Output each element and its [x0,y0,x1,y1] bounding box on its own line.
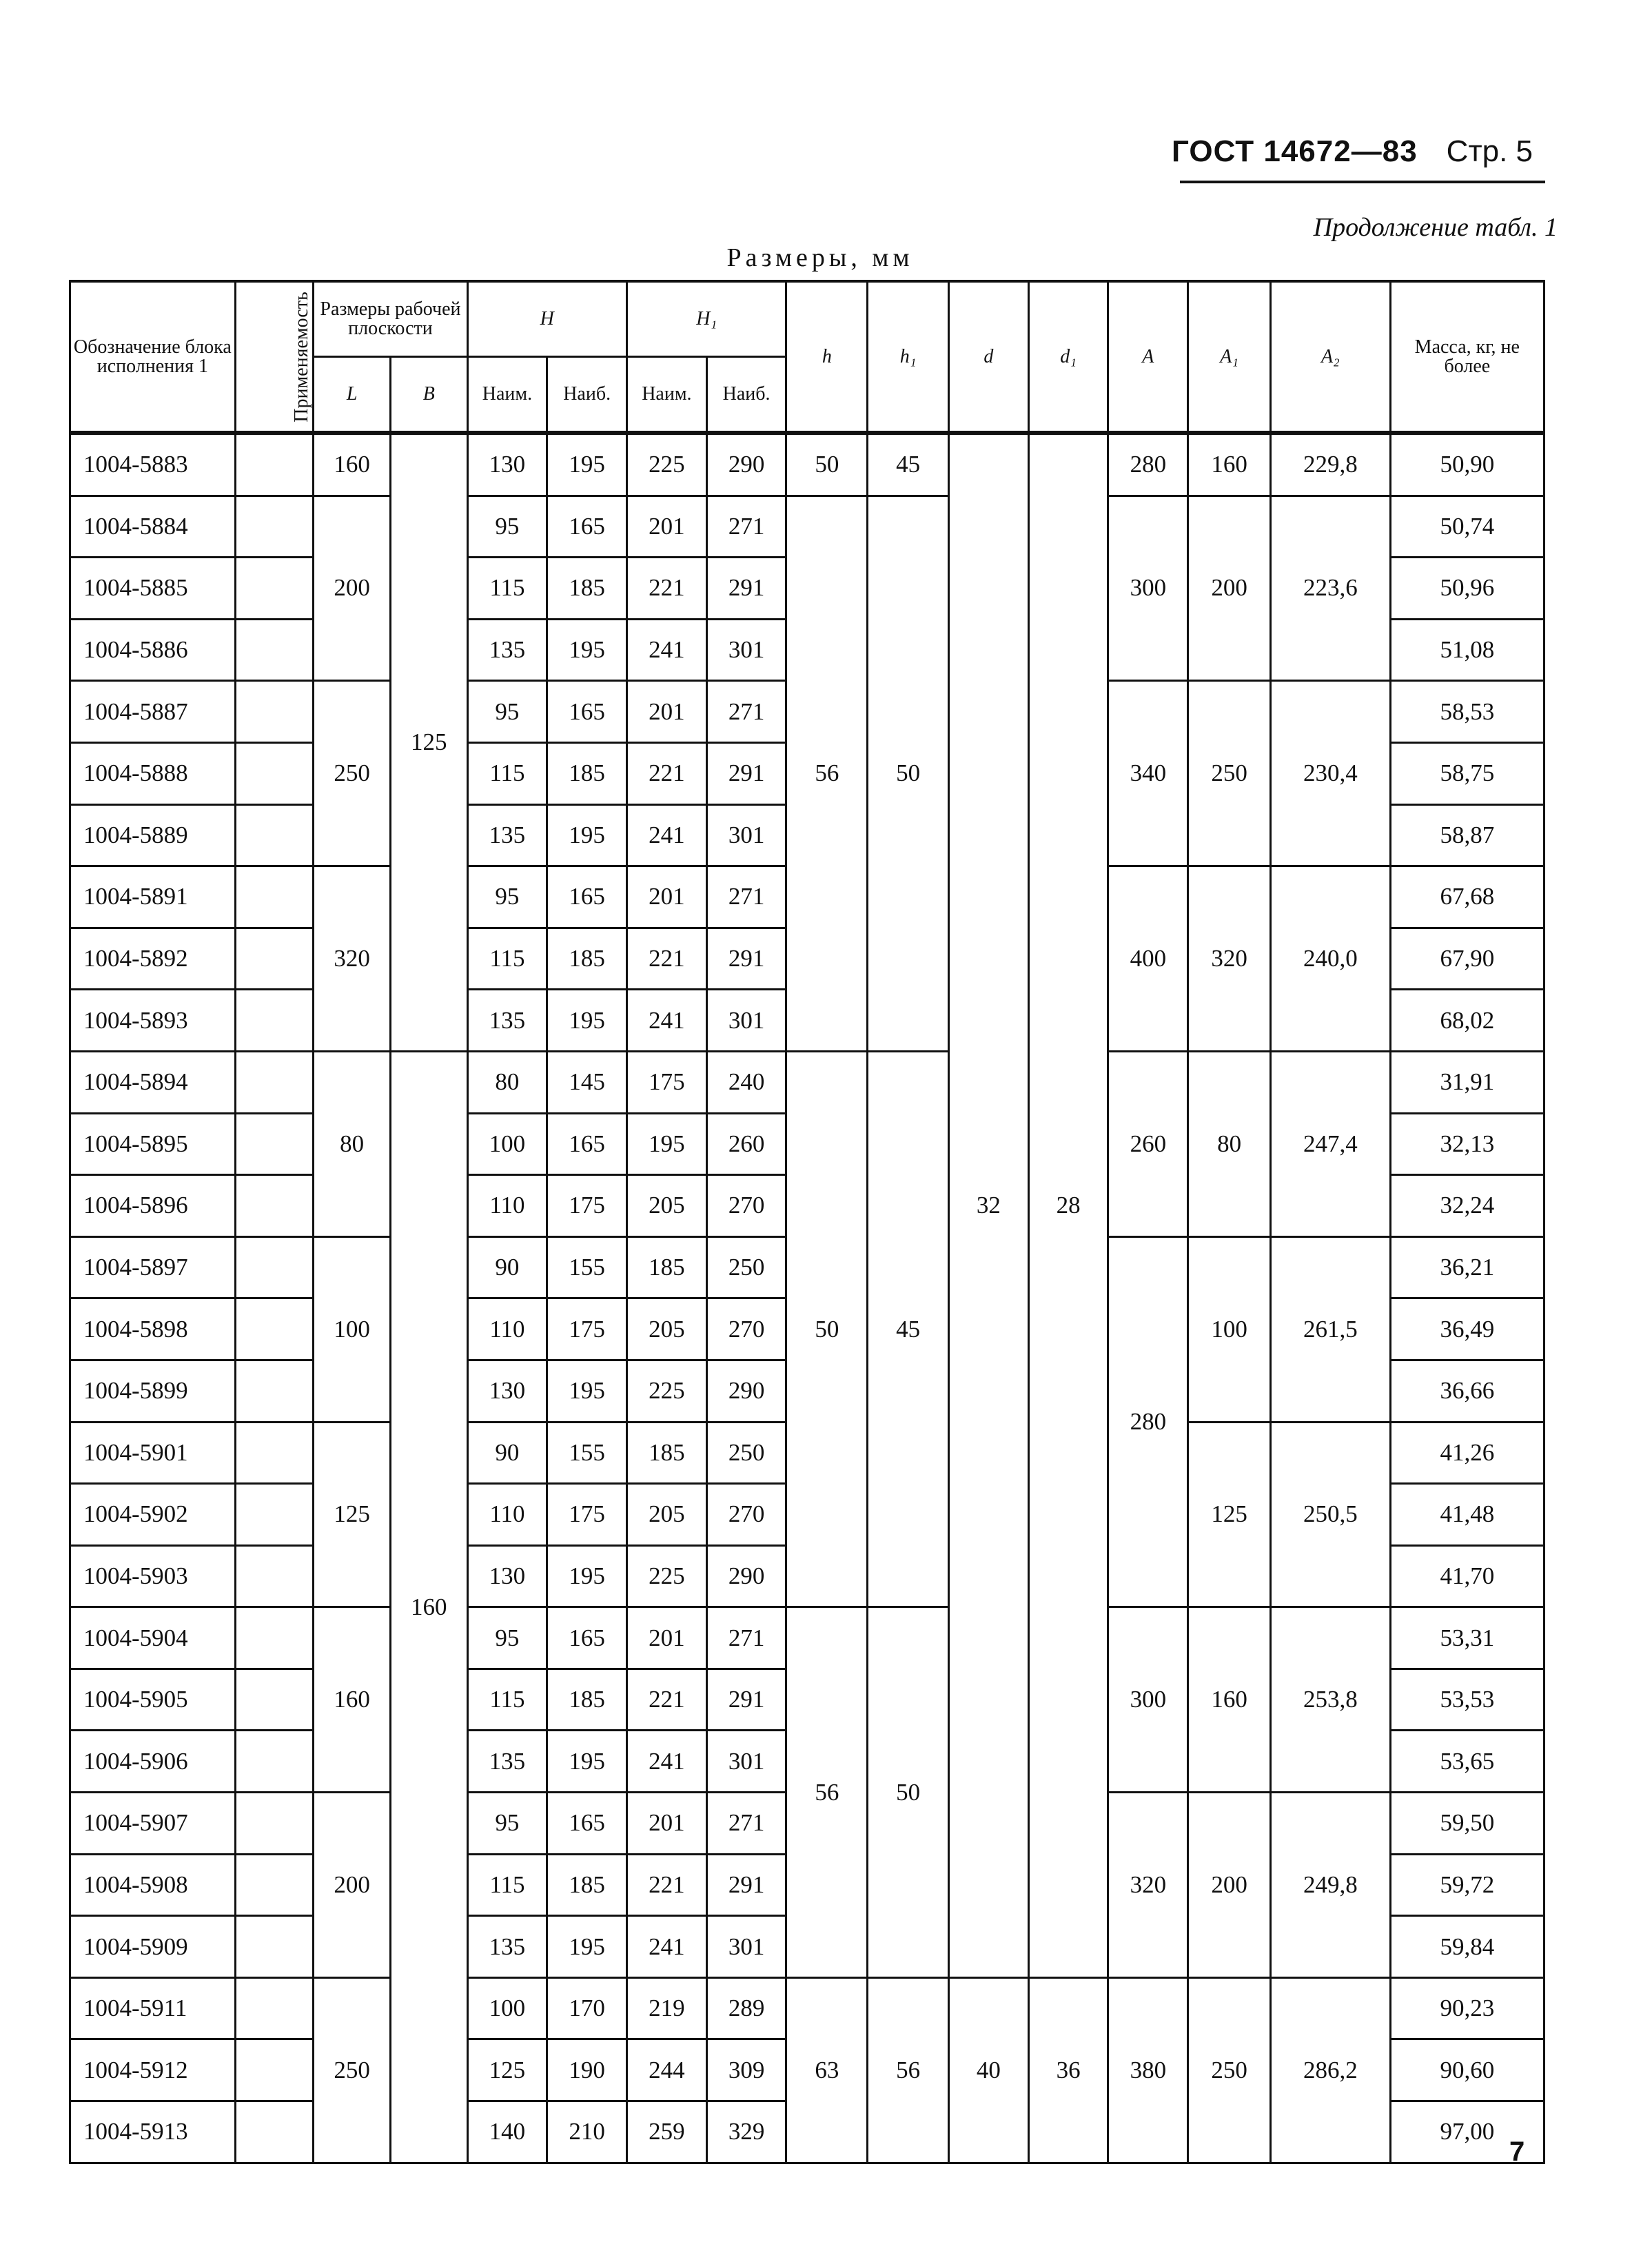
cell-applicability [235,1607,314,1669]
cell-h1max: 271 [706,681,786,743]
cell-mass: 50,74 [1390,496,1544,558]
cell-h1min: 259 [627,2101,707,2163]
cell-h1: 50 [868,496,949,1051]
header-A2: A₂ [1271,281,1391,433]
cell-h: 56 [786,1607,868,1978]
cell-h1min: 201 [627,681,707,743]
cell-h1max: 291 [706,928,786,990]
cell-des: 1004-5905 [70,1669,236,1731]
cell-mass: 90,60 [1390,2039,1544,2101]
cell-applicability [235,1360,314,1422]
cell-h1max: 291 [706,1669,786,1731]
cell-l: 160 [314,1607,391,1793]
cell-a1: 80 [1188,1051,1271,1236]
cell-h1min: 225 [627,1545,707,1607]
header-A1: A₁ [1188,281,1271,433]
cell-h1max: 291 [706,742,786,804]
cell-b: 160 [390,1051,467,2163]
cell-hmin: 115 [467,558,547,620]
cell-h1max: 291 [706,558,786,620]
cell-hmax: 165 [547,496,627,558]
cell-h1max: 271 [706,1793,786,1855]
cell-mass: 50,96 [1390,558,1544,620]
cell-h1min: 225 [627,433,707,496]
cell-mass: 41,70 [1390,1545,1544,1607]
cell-h1max: 271 [706,1607,786,1669]
cell-mass: 36,49 [1390,1298,1544,1360]
cell-hmin: 100 [467,1113,547,1175]
cell-a2: 249,8 [1271,1793,1391,1978]
cell-h1max: 290 [706,433,786,496]
cell-h1max: 250 [706,1422,786,1484]
header-d: d [949,281,1029,433]
table-row [70,1607,1544,1669]
cell-d1: 36 [1028,1977,1108,2163]
cell-hmax: 165 [547,681,627,743]
cell-h1max: 329 [706,2101,786,2163]
cell-hmax: 185 [547,742,627,804]
cell-mass: 58,75 [1390,742,1544,804]
cell-hmin: 95 [467,681,547,743]
table-body [70,433,1544,2163]
cell-h1: 56 [868,1977,949,2163]
header-d1: d₁ [1028,281,1108,433]
cell-hmax: 190 [547,2039,627,2101]
cell-hmax: 175 [547,1175,627,1237]
page-label: Стр. 5 [1446,134,1533,168]
cell-applicability [235,866,314,928]
cell-l: 320 [314,866,391,1052]
cell-mass: 97,00 [1390,2101,1544,2163]
cell-l: 80 [314,1051,391,1236]
header-L: L [314,357,391,434]
cell-a2: 250,5 [1271,1422,1391,1607]
cell-hmax: 165 [547,1607,627,1669]
cell-h1min: 175 [627,1051,707,1113]
cell-hmin: 90 [467,1422,547,1484]
cell-h1min: 221 [627,1854,707,1916]
cell-hmin: 110 [467,1484,547,1546]
cell-h1min: 205 [627,1298,707,1360]
header-H1: H₁ [627,281,786,357]
cell-applicability [235,2039,314,2101]
cell-hmax: 185 [547,1854,627,1916]
dimension-table-wrap [69,280,1545,2164]
header-applicability [235,281,314,433]
cell-des: 1004-5899 [70,1360,236,1422]
cell-h1max: 301 [706,804,786,866]
cell-des: 1004-5898 [70,1298,236,1360]
cell-mass: 41,48 [1390,1484,1544,1546]
cell-a2: 230,4 [1271,681,1391,866]
cell-des: 1004-5887 [70,681,236,743]
cell-des: 1004-5895 [70,1113,236,1175]
cell-h1min: 241 [627,619,707,681]
cell-a: 400 [1108,866,1188,1052]
cell-mass: 90,23 [1390,1977,1544,2039]
cell-a1: 125 [1188,1422,1271,1607]
cell-a2: 223,6 [1271,496,1391,681]
cell-hmax: 195 [547,1545,627,1607]
cell-des: 1004-5902 [70,1484,236,1546]
cell-hmax: 185 [547,1669,627,1731]
cell-h1min: 241 [627,990,707,1052]
cell-applicability [235,1977,314,2039]
cell-a: 280 [1108,1236,1188,1607]
cell-a1: 200 [1188,496,1271,681]
cell-des: 1004-5913 [70,2101,236,2163]
cell-h1min: 221 [627,1669,707,1731]
cell-mass: 59,50 [1390,1793,1544,1855]
cell-applicability [235,742,314,804]
cell-mass: 41,26 [1390,1422,1544,1484]
cell-hmin: 110 [467,1175,547,1237]
cell-a2: 247,4 [1271,1051,1391,1236]
cell-l: 200 [314,1793,391,1978]
header-working-plane: Размеры рабочей плоскости [314,281,467,357]
cell-hmax: 175 [547,1484,627,1546]
cell-mass: 36,66 [1390,1360,1544,1422]
cell-h1min: 225 [627,1360,707,1422]
cell-h1min: 201 [627,496,707,558]
cell-des: 1004-5889 [70,804,236,866]
cell-a: 300 [1108,1607,1188,1793]
cell-des: 1004-5893 [70,990,236,1052]
cell-h1max: 290 [706,1545,786,1607]
cell-hmin: 135 [467,990,547,1052]
cell-des: 1004-5909 [70,1916,236,1978]
cell-l: 250 [314,681,391,866]
cell-h1max: 309 [706,2039,786,2101]
cell-d: 32 [949,433,1029,1977]
cell-h1max: 271 [706,496,786,558]
cell-a2: 286,2 [1271,1977,1391,2163]
cell-d: 40 [949,1977,1029,2163]
header-A: A [1108,281,1188,433]
cell-hmin: 130 [467,1545,547,1607]
cell-hmax: 195 [547,1360,627,1422]
cell-h1max: 270 [706,1484,786,1546]
cell-des: 1004-5903 [70,1545,236,1607]
cell-hmin: 95 [467,496,547,558]
cell-applicability [235,804,314,866]
cell-hmax: 195 [547,619,627,681]
cell-h1max: 270 [706,1298,786,1360]
cell-applicability [235,1669,314,1731]
header-H-min: Наим. [467,357,547,434]
cell-hmin: 130 [467,433,547,496]
cell-hmin: 140 [467,2101,547,2163]
cell-des: 1004-5904 [70,1607,236,1669]
header-rule [1180,181,1545,183]
cell-h1min: 241 [627,1916,707,1978]
cell-h1min: 205 [627,1175,707,1237]
header-mass: Масса, кг, не более [1390,281,1544,433]
cell-des: 1004-5884 [70,496,236,558]
cell-mass: 53,65 [1390,1731,1544,1793]
cell-a1: 160 [1188,433,1271,496]
cell-hmin: 95 [467,1607,547,1669]
cell-hmax: 195 [547,1916,627,1978]
cell-a2: 261,5 [1271,1236,1391,1422]
cell-mass: 53,31 [1390,1607,1544,1669]
table-row [70,433,1544,496]
cell-h1max: 250 [706,1236,786,1298]
cell-h1max: 290 [706,1360,786,1422]
cell-applicability [235,1113,314,1175]
cell-a1: 160 [1188,1607,1271,1793]
cell-h1max: 289 [706,1977,786,2039]
cell-hmax: 155 [547,1422,627,1484]
cell-a2: 253,8 [1271,1607,1391,1793]
cell-applicability [235,619,314,681]
cell-a: 380 [1108,1977,1188,2163]
cell-des: 1004-5892 [70,928,236,990]
cell-des: 1004-5901 [70,1422,236,1484]
cell-hmax: 195 [547,804,627,866]
cell-hmin: 115 [467,1669,547,1731]
cell-applicability [235,1422,314,1484]
cell-hmin: 110 [467,1298,547,1360]
cell-h1min: 219 [627,1977,707,2039]
cell-h1min: 195 [627,1113,707,1175]
header-H: H [467,281,626,357]
header-H1-min: Наим. [627,357,707,434]
cell-applicability [235,1854,314,1916]
cell-hmin: 135 [467,1916,547,1978]
cell-hmin: 80 [467,1051,547,1113]
cell-mass: 31,91 [1390,1051,1544,1113]
dimension-table [69,280,1545,2164]
cell-mass: 50,90 [1390,433,1544,496]
cell-des: 1004-5883 [70,433,236,496]
cell-a: 320 [1108,1793,1188,1978]
cell-des: 1004-5912 [70,2039,236,2101]
cell-hmin: 100 [467,1977,547,2039]
cell-des: 1004-5891 [70,866,236,928]
cell-mass: 51,08 [1390,619,1544,681]
cell-mass: 53,53 [1390,1669,1544,1731]
cell-l: 100 [314,1236,391,1422]
cell-applicability [235,433,314,496]
cell-applicability [235,1545,314,1607]
cell-h1min: 221 [627,742,707,804]
cell-h1min: 221 [627,928,707,990]
cell-h1min: 205 [627,1484,707,1546]
cell-a1: 320 [1188,866,1271,1052]
cell-l: 250 [314,1977,391,2163]
cell-des: 1004-5885 [70,558,236,620]
cell-h1max: 301 [706,619,786,681]
cell-des: 1004-5894 [70,1051,236,1113]
cell-des: 1004-5906 [70,1731,236,1793]
cell-h1: 45 [868,433,949,496]
cell-h1max: 270 [706,1175,786,1237]
cell-hmax: 210 [547,2101,627,2163]
cell-des: 1004-5888 [70,742,236,804]
cell-mass: 58,87 [1390,804,1544,866]
cell-applicability [235,1484,314,1546]
header-designation: Обозначение блока исполнения 1 [70,281,236,433]
cell-applicability [235,1051,314,1113]
cell-hmax: 185 [547,928,627,990]
standard-number: ГОСТ 14672—83 [1172,134,1418,168]
header-h1: h₁ [868,281,949,433]
cell-a2: 240,0 [1271,866,1391,1052]
table-row [70,496,1544,558]
cell-hmin: 90 [467,1236,547,1298]
cell-l: 200 [314,496,391,681]
header-B: B [390,357,467,434]
cell-hmax: 155 [547,1236,627,1298]
cell-h1min: 201 [627,1607,707,1669]
cell-applicability [235,928,314,990]
cell-h: 56 [786,496,868,1051]
cell-mass: 32,24 [1390,1175,1544,1237]
cell-mass: 36,21 [1390,1236,1544,1298]
header-h: h [786,281,868,433]
cell-a1: 100 [1188,1236,1271,1422]
cell-a2: 229,8 [1271,433,1391,496]
cell-h1min: 201 [627,866,707,928]
cell-hmax: 165 [547,1793,627,1855]
cell-h1min: 221 [627,558,707,620]
cell-hmax: 175 [547,1298,627,1360]
cell-d1: 28 [1028,433,1108,1977]
page-number: 7 [1509,2137,1525,2167]
cell-hmin: 135 [467,804,547,866]
cell-des: 1004-5896 [70,1175,236,1237]
table-row [70,1977,1544,2039]
cell-hmin: 115 [467,928,547,990]
cell-mass: 59,84 [1390,1916,1544,1978]
cell-applicability [235,1236,314,1298]
cell-hmax: 195 [547,1731,627,1793]
cell-a: 340 [1108,681,1188,866]
cell-des: 1004-5897 [70,1236,236,1298]
cell-hmax: 165 [547,1113,627,1175]
cell-mass: 32,13 [1390,1113,1544,1175]
cell-l: 125 [314,1422,391,1607]
cell-mass: 67,90 [1390,928,1544,990]
cell-des: 1004-5886 [70,619,236,681]
cell-a: 280 [1108,433,1188,496]
cell-a1: 250 [1188,681,1271,866]
cell-h1max: 291 [706,1854,786,1916]
cell-hmax: 170 [547,1977,627,2039]
cell-h1: 50 [868,1607,949,1978]
cell-mass: 58,53 [1390,681,1544,743]
cell-applicability [235,681,314,743]
table-row [70,1051,1544,1113]
cell-applicability [235,990,314,1052]
cell-h1max: 271 [706,866,786,928]
cell-hmin: 115 [467,742,547,804]
cell-h1min: 241 [627,1731,707,1793]
cell-a1: 250 [1188,1977,1271,2163]
cell-hmin: 95 [467,866,547,928]
cell-a: 260 [1108,1051,1188,1236]
cell-h: 63 [786,1977,868,2163]
cell-mass: 68,02 [1390,990,1544,1052]
cell-applicability [235,1793,314,1855]
cell-des: 1004-5911 [70,1977,236,2039]
table-caption: Размеры, мм [726,243,914,272]
cell-a1: 200 [1188,1793,1271,1978]
cell-hmin: 130 [467,1360,547,1422]
cell-h1max: 301 [706,990,786,1052]
cell-h1max: 301 [706,1731,786,1793]
cell-mass: 67,68 [1390,866,1544,928]
cell-h1min: 201 [627,1793,707,1855]
table-continuation-note: Продолжение табл. 1 [1313,213,1558,242]
header-applicability-text: Применяемость [290,291,312,422]
cell-hmin: 135 [467,619,547,681]
cell-h1: 45 [868,1051,949,1607]
cell-hmin: 95 [467,1793,547,1855]
cell-h1max: 240 [706,1051,786,1113]
header-H-max: Наиб. [547,357,627,434]
cell-h: 50 [786,1051,868,1607]
cell-applicability [235,1175,314,1237]
cell-applicability [235,1916,314,1978]
cell-des: 1004-5907 [70,1793,236,1855]
cell-applicability [235,496,314,558]
cell-h: 50 [786,433,868,496]
cell-h1max: 260 [706,1113,786,1175]
cell-hmin: 125 [467,2039,547,2101]
cell-hmin: 115 [467,1854,547,1916]
cell-l: 160 [314,433,391,496]
cell-applicability [235,558,314,620]
cell-applicability [235,1731,314,1793]
cell-h1min: 241 [627,804,707,866]
cell-applicability [235,2101,314,2163]
cell-h1min: 185 [627,1236,707,1298]
cell-h1min: 244 [627,2039,707,2101]
cell-b: 125 [390,433,467,1051]
cell-hmax: 185 [547,558,627,620]
cell-hmax: 165 [547,866,627,928]
cell-mass: 59,72 [1390,1854,1544,1916]
header-H1-max: Наиб. [706,357,786,434]
cell-hmax: 145 [547,1051,627,1113]
cell-h1max: 301 [706,1916,786,1978]
cell-hmax: 195 [547,433,627,496]
cell-a: 300 [1108,496,1188,681]
cell-h1min: 185 [627,1422,707,1484]
cell-hmax: 195 [547,990,627,1052]
cell-hmin: 135 [467,1731,547,1793]
cell-des: 1004-5908 [70,1854,236,1916]
cell-applicability [235,1298,314,1360]
